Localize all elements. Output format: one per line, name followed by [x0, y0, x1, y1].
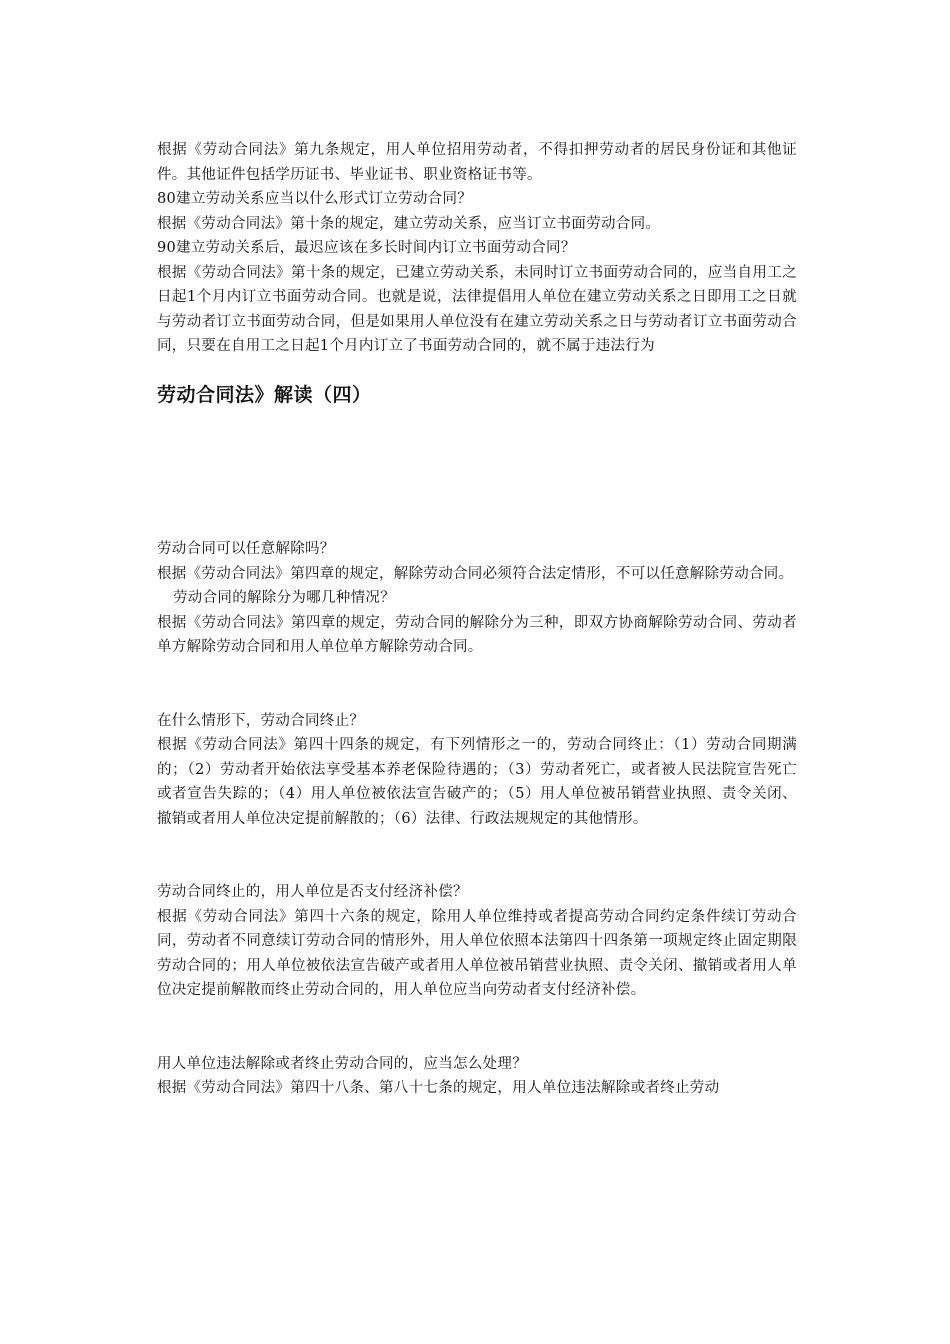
answer-contract-end: 根据《劳动合同法》第四十四条的规定，有下列情形之一的，劳动合同终止：（1）劳动合同期满的；（2）劳动者开始依法享受基本养老保险待遇的；（3）劳动者死亡，或者被人民法院宣告死亡或者宣告失踪的；（4）用人单位被依法宣告破产的；（5）用人单位被吊销营业执照、责令关闭、撤销或者用人单位决定提前解散的；（6）法律、行政法规规定的其他情形。	[157, 737, 797, 827]
spacer	[157, 407, 797, 537]
question-contract-deadline: 90建立劳动关系后，最迟应该在多长时间内订立书面劳动合同？	[157, 240, 576, 256]
section-heading: 劳动合同法》解读（四）	[157, 383, 372, 406]
answer-arbitrary-termination: 根据《劳动合同法》第四章的规定，解除劳动合同必须符合法定情形，不可以任意解除劳动合同。	[157, 565, 794, 582]
answer-illegal-termination: 根据《劳动合同法》第四十八条、第八十七条的规定，用人单位违法解除或者终止劳动	[157, 1080, 720, 1096]
answer-contract-deadline: 根据《劳动合同法》第十条的规定，已建立劳动关系，未同时订立书面劳动合同的，应当自用工之日起1个月内订立书面劳动合同。也就是说，法律提倡用人单位在建立劳动关系之日即用工之日就与劳动者订立书面劳动合同，但是如果用人单位没有在建立劳动关系之日与劳动者订立书面劳动合同，只要在自用工之日起1个月内订立了书面劳动合同的，就不属于违法行为	[157, 264, 797, 354]
answer-compensation: 根据《劳动合同法》第四十六条的规定，除用人单位维持或者提高劳动合同约定条件续订劳动合同，劳动者不同意续订劳动合同的情形外，用人单位依照本法第四十四条第一项规定终止固定期限劳动合同的；用人单位被依法宣告破产或者用人单位被吊销营业执照、责令关闭、撤销或者用人单位决定提前解散而终止劳动合同的，用人单位应当向劳动者支付经济补偿。	[157, 908, 797, 998]
spacer	[157, 359, 797, 383]
spacer	[157, 1003, 797, 1052]
answer-termination-types: 根据《劳动合同法》第四章的规定，劳动合同的解除分为三种，即双方协商解除劳动合同、劳动者单方解除劳动合同和用人单位单方解除劳动合同。	[157, 614, 797, 655]
question-arbitrary-termination: 劳动合同可以任意解除吗？	[157, 541, 335, 557]
question-compensation: 劳动合同终止的，用人单位是否支付经济补偿？	[157, 884, 468, 900]
document-body	[157, 138, 797, 1101]
spacer	[157, 660, 797, 709]
spacer	[157, 831, 797, 880]
question-contract-form: 80建立劳动关系应当以什么形式订立劳动合同？	[157, 191, 473, 207]
question-contract-end: 在什么情形下，劳动合同终止？	[157, 712, 365, 729]
paragraph-id-documents: 根据《劳动合同法》第九条规定，用人单位招用劳动者，不得扣押劳动者的居民身份证和其他证件。其他证件包括学历证书、毕业证书、职业资格证书等。	[157, 142, 797, 183]
question-illegal-termination: 用人单位违法解除或者终止劳动合同的，应当怎么处理？	[157, 1055, 527, 1072]
answer-contract-form: 根据《劳动合同法》第十条的规定，建立劳动关系，应当订立书面劳动合同。	[157, 215, 661, 232]
question-termination-types: 劳动合同的解除分为哪几种情况？	[173, 590, 395, 606]
